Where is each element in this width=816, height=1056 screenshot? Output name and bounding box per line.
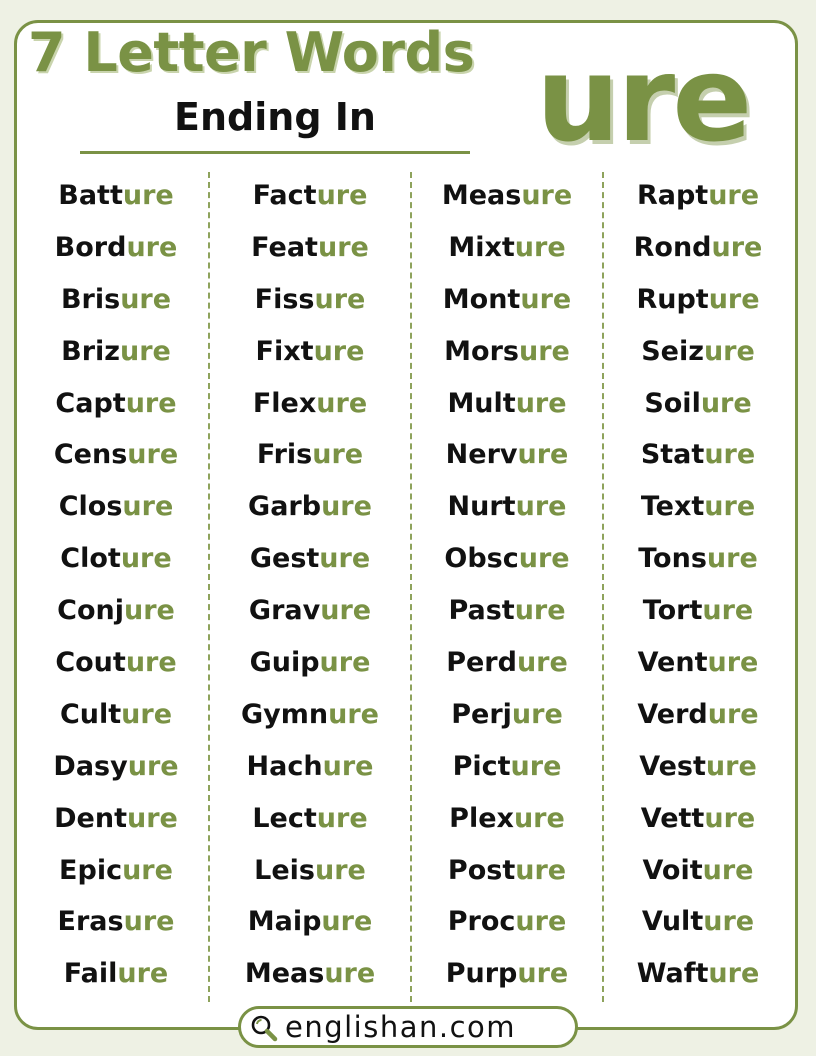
word-stem: Pict bbox=[452, 750, 511, 782]
word-suffix: ure bbox=[515, 387, 567, 419]
word-suffix: ure bbox=[704, 491, 756, 523]
word-item bbox=[411, 429, 603, 481]
word-item bbox=[411, 170, 603, 222]
word-item bbox=[214, 896, 406, 948]
word-suffix: ure bbox=[120, 543, 172, 575]
word-suffix: ure bbox=[704, 802, 756, 834]
word-suffix: ure bbox=[517, 439, 569, 471]
word-item bbox=[602, 429, 794, 481]
word-suffix: ure bbox=[321, 906, 373, 938]
word-stem: Fact bbox=[252, 180, 317, 211]
word-suffix: ure bbox=[316, 802, 368, 834]
word-item bbox=[214, 793, 406, 845]
word-item bbox=[20, 326, 212, 378]
word-suffix: ure bbox=[117, 958, 169, 990]
word-suffix: ure bbox=[314, 283, 366, 315]
word-stem: Dasy bbox=[53, 750, 128, 782]
word-item bbox=[20, 637, 212, 689]
word-item bbox=[214, 222, 406, 274]
word-stem: Conj bbox=[57, 595, 124, 627]
word-suffix: ure bbox=[313, 335, 365, 367]
word-stem: Eras bbox=[57, 906, 124, 938]
word-suffix: ure bbox=[123, 595, 175, 627]
word-item bbox=[411, 689, 603, 741]
word-stem: Proc bbox=[447, 906, 516, 938]
word-item bbox=[411, 326, 603, 378]
word-item bbox=[20, 585, 212, 637]
word-suffix: ure bbox=[319, 543, 371, 575]
highlight-suffix: ure bbox=[536, 30, 750, 168]
word-item bbox=[214, 170, 406, 222]
word-item bbox=[20, 378, 212, 430]
word-stem: Fris bbox=[256, 439, 313, 471]
word-stem: Vest bbox=[639, 750, 706, 782]
word-stem: Batt bbox=[58, 180, 123, 211]
word-stem: Voit bbox=[642, 854, 703, 886]
word-stem: Grav bbox=[248, 595, 321, 627]
word-suffix: ure bbox=[707, 647, 759, 679]
word-item bbox=[411, 741, 603, 793]
word-item bbox=[602, 533, 794, 585]
word-suffix: ure bbox=[703, 906, 755, 938]
word-stem: Tort bbox=[642, 595, 703, 627]
word-suffix: ure bbox=[328, 698, 379, 730]
word-suffix: ure bbox=[520, 283, 572, 315]
word-stem: Gymn bbox=[241, 698, 329, 730]
word-suffix: ure bbox=[316, 387, 368, 419]
word-item bbox=[602, 689, 794, 741]
word-stem: Vett bbox=[640, 802, 705, 834]
word-item bbox=[20, 896, 212, 948]
word-item bbox=[20, 741, 212, 793]
word-item bbox=[214, 585, 406, 637]
word-stem: Hach bbox=[246, 750, 323, 782]
word-suffix: ure bbox=[706, 543, 758, 575]
word-item bbox=[602, 845, 794, 897]
word-item bbox=[602, 896, 794, 948]
word-stem: Mont bbox=[442, 283, 521, 315]
word-suffix: ure bbox=[312, 439, 364, 471]
word-item bbox=[411, 481, 603, 533]
website-link[interactable] bbox=[238, 1006, 578, 1048]
word-column-1 bbox=[20, 170, 212, 1000]
word-item bbox=[214, 378, 406, 430]
word-stem: Tons bbox=[638, 543, 707, 575]
word-item bbox=[602, 481, 794, 533]
word-item bbox=[602, 585, 794, 637]
word-suffix: ure bbox=[518, 543, 570, 575]
magnifier-icon bbox=[249, 1013, 279, 1043]
word-column-3 bbox=[411, 170, 603, 1000]
word-item bbox=[20, 793, 212, 845]
word-stem: Flex bbox=[252, 387, 317, 419]
word-suffix: ure bbox=[516, 647, 568, 679]
word-item bbox=[411, 274, 603, 326]
word-item bbox=[214, 533, 406, 585]
word-suffix: ure bbox=[125, 647, 177, 679]
word-suffix: ure bbox=[514, 231, 566, 263]
word-item bbox=[602, 274, 794, 326]
word-stem: Mixt bbox=[448, 231, 515, 263]
word-item bbox=[20, 274, 212, 326]
word-stem: Mult bbox=[447, 387, 516, 419]
word-item bbox=[602, 637, 794, 689]
word-stem: Capt bbox=[55, 387, 126, 419]
word-suffix: ure bbox=[319, 647, 371, 679]
word-item bbox=[411, 222, 603, 274]
word-stem: Meas bbox=[441, 180, 522, 211]
word-suffix: ure bbox=[703, 335, 755, 367]
word-suffix: ure bbox=[511, 698, 563, 730]
word-suffix: ure bbox=[321, 491, 372, 523]
word-stem: Garb bbox=[248, 491, 322, 523]
word-stem: Cult bbox=[59, 698, 122, 730]
word-stem: Rond bbox=[633, 231, 712, 263]
word-suffix: ure bbox=[122, 491, 174, 523]
word-item bbox=[20, 845, 212, 897]
word-stem: Rapt bbox=[636, 180, 709, 211]
word-suffix: ure bbox=[123, 906, 175, 938]
word-suffix: ure bbox=[702, 595, 754, 627]
word-stem: Dent bbox=[54, 802, 127, 834]
word-stem: Vent bbox=[637, 647, 708, 679]
word-suffix: ure bbox=[322, 750, 374, 782]
word-item bbox=[214, 845, 406, 897]
word-item bbox=[411, 948, 603, 1000]
word-stem: Gest bbox=[249, 543, 320, 575]
word-stem: Nurt bbox=[447, 491, 516, 523]
word-item bbox=[411, 533, 603, 585]
word-item bbox=[411, 637, 603, 689]
word-stem: Stat bbox=[640, 439, 705, 471]
word-item bbox=[602, 793, 794, 845]
word-item bbox=[602, 222, 794, 274]
word-stem: Briz bbox=[61, 335, 120, 367]
word-suffix: ure bbox=[518, 335, 570, 367]
word-stem: Clos bbox=[58, 491, 123, 523]
word-stem: Purp bbox=[445, 958, 518, 990]
word-suffix: ure bbox=[314, 854, 366, 886]
word-stem: Verd bbox=[637, 698, 708, 730]
word-stem: Obsc bbox=[444, 543, 519, 575]
word-item bbox=[214, 481, 406, 533]
word-suffix: ure bbox=[515, 491, 567, 523]
word-item bbox=[20, 222, 212, 274]
word-suffix: ure bbox=[127, 802, 178, 834]
word-item bbox=[411, 793, 603, 845]
word-item bbox=[602, 948, 794, 1000]
word-stem: Vult bbox=[641, 906, 704, 938]
word-stem: Waft bbox=[636, 958, 709, 990]
word-suffix: ure bbox=[708, 283, 760, 315]
word-stem: Post bbox=[447, 854, 516, 886]
word-item bbox=[214, 689, 406, 741]
word-item bbox=[20, 170, 212, 222]
word-item bbox=[214, 948, 406, 1000]
word-item bbox=[214, 326, 406, 378]
word-stem: Fail bbox=[63, 958, 118, 990]
word-suffix: ure bbox=[515, 906, 567, 938]
word-stem: Lect bbox=[252, 802, 317, 834]
word-stem: Feat bbox=[251, 231, 318, 263]
page-title: 7 Letter Words bbox=[28, 21, 475, 84]
word-stem: Bris bbox=[60, 283, 121, 315]
word-suffix: ure bbox=[320, 595, 372, 627]
word-item bbox=[20, 481, 212, 533]
word-item bbox=[20, 689, 212, 741]
word-suffix: ure bbox=[704, 439, 756, 471]
word-stem: Fixt bbox=[255, 335, 314, 367]
word-suffix: ure bbox=[515, 854, 567, 886]
word-column-4 bbox=[602, 170, 794, 1000]
word-item bbox=[20, 948, 212, 1000]
word-stem: Epic bbox=[59, 854, 123, 886]
word-stem: Mors bbox=[444, 335, 519, 367]
word-stem: Cout bbox=[55, 647, 126, 679]
website-url: englishan.com bbox=[285, 1010, 517, 1044]
word-stem: Rupt bbox=[636, 283, 709, 315]
word-suffix: ure bbox=[514, 595, 566, 627]
word-item bbox=[602, 741, 794, 793]
word-suffix: ure bbox=[125, 387, 177, 419]
word-item bbox=[411, 378, 603, 430]
word-suffix: ure bbox=[707, 698, 759, 730]
word-stem: Fiss bbox=[254, 283, 315, 315]
word-suffix: ure bbox=[126, 231, 178, 263]
word-item bbox=[411, 845, 603, 897]
word-item bbox=[411, 585, 603, 637]
word-stem: Text bbox=[640, 491, 705, 523]
word-suffix: ure bbox=[122, 180, 174, 211]
word-stem: Seiz bbox=[641, 335, 704, 367]
word-stem: Maip bbox=[247, 906, 322, 938]
word-stem: Leis bbox=[254, 854, 315, 886]
word-suffix: ure bbox=[120, 283, 172, 315]
word-stem: Guip bbox=[249, 647, 320, 679]
word-item bbox=[20, 533, 212, 585]
word-suffix: ure bbox=[711, 231, 763, 263]
word-stem: Nerv bbox=[445, 439, 518, 471]
word-suffix: ure bbox=[510, 750, 562, 782]
word-stem: Perd bbox=[446, 647, 517, 679]
word-item bbox=[602, 170, 794, 222]
word-suffix: ure bbox=[316, 180, 368, 211]
word-suffix: ure bbox=[705, 750, 757, 782]
subtitle-underline bbox=[80, 151, 470, 154]
page-subtitle: Ending In bbox=[174, 95, 376, 139]
word-suffix: ure bbox=[700, 387, 752, 419]
word-item bbox=[602, 326, 794, 378]
word-stem: Plex bbox=[449, 802, 514, 834]
word-item bbox=[20, 429, 212, 481]
word-suffix: ure bbox=[317, 231, 369, 263]
word-column-2 bbox=[214, 170, 406, 1000]
word-item bbox=[411, 896, 603, 948]
word-stem: Clot bbox=[60, 543, 121, 575]
word-suffix: ure bbox=[121, 698, 173, 730]
word-stem: Cens bbox=[53, 439, 128, 471]
column-divider bbox=[208, 172, 210, 1002]
word-stem: Soil bbox=[644, 387, 701, 419]
word-item bbox=[214, 637, 406, 689]
word-suffix: ure bbox=[708, 958, 760, 990]
word-suffix: ure bbox=[127, 439, 179, 471]
word-item bbox=[602, 378, 794, 430]
word-suffix: ure bbox=[127, 750, 179, 782]
word-suffix: ure bbox=[513, 802, 565, 834]
word-stem: Past bbox=[448, 595, 515, 627]
word-stem: Meas bbox=[244, 958, 325, 990]
word-suffix: ure bbox=[708, 180, 760, 211]
word-stem: Bord bbox=[54, 231, 127, 263]
word-item bbox=[214, 741, 406, 793]
word-suffix: ure bbox=[517, 958, 569, 990]
word-item bbox=[214, 274, 406, 326]
word-suffix: ure bbox=[324, 958, 376, 990]
word-stem: Perj bbox=[451, 698, 512, 730]
word-suffix: ure bbox=[122, 854, 173, 886]
word-suffix: ure bbox=[702, 854, 754, 886]
word-item bbox=[214, 429, 406, 481]
word-suffix: ure bbox=[120, 335, 171, 367]
word-suffix: ure bbox=[521, 180, 573, 211]
